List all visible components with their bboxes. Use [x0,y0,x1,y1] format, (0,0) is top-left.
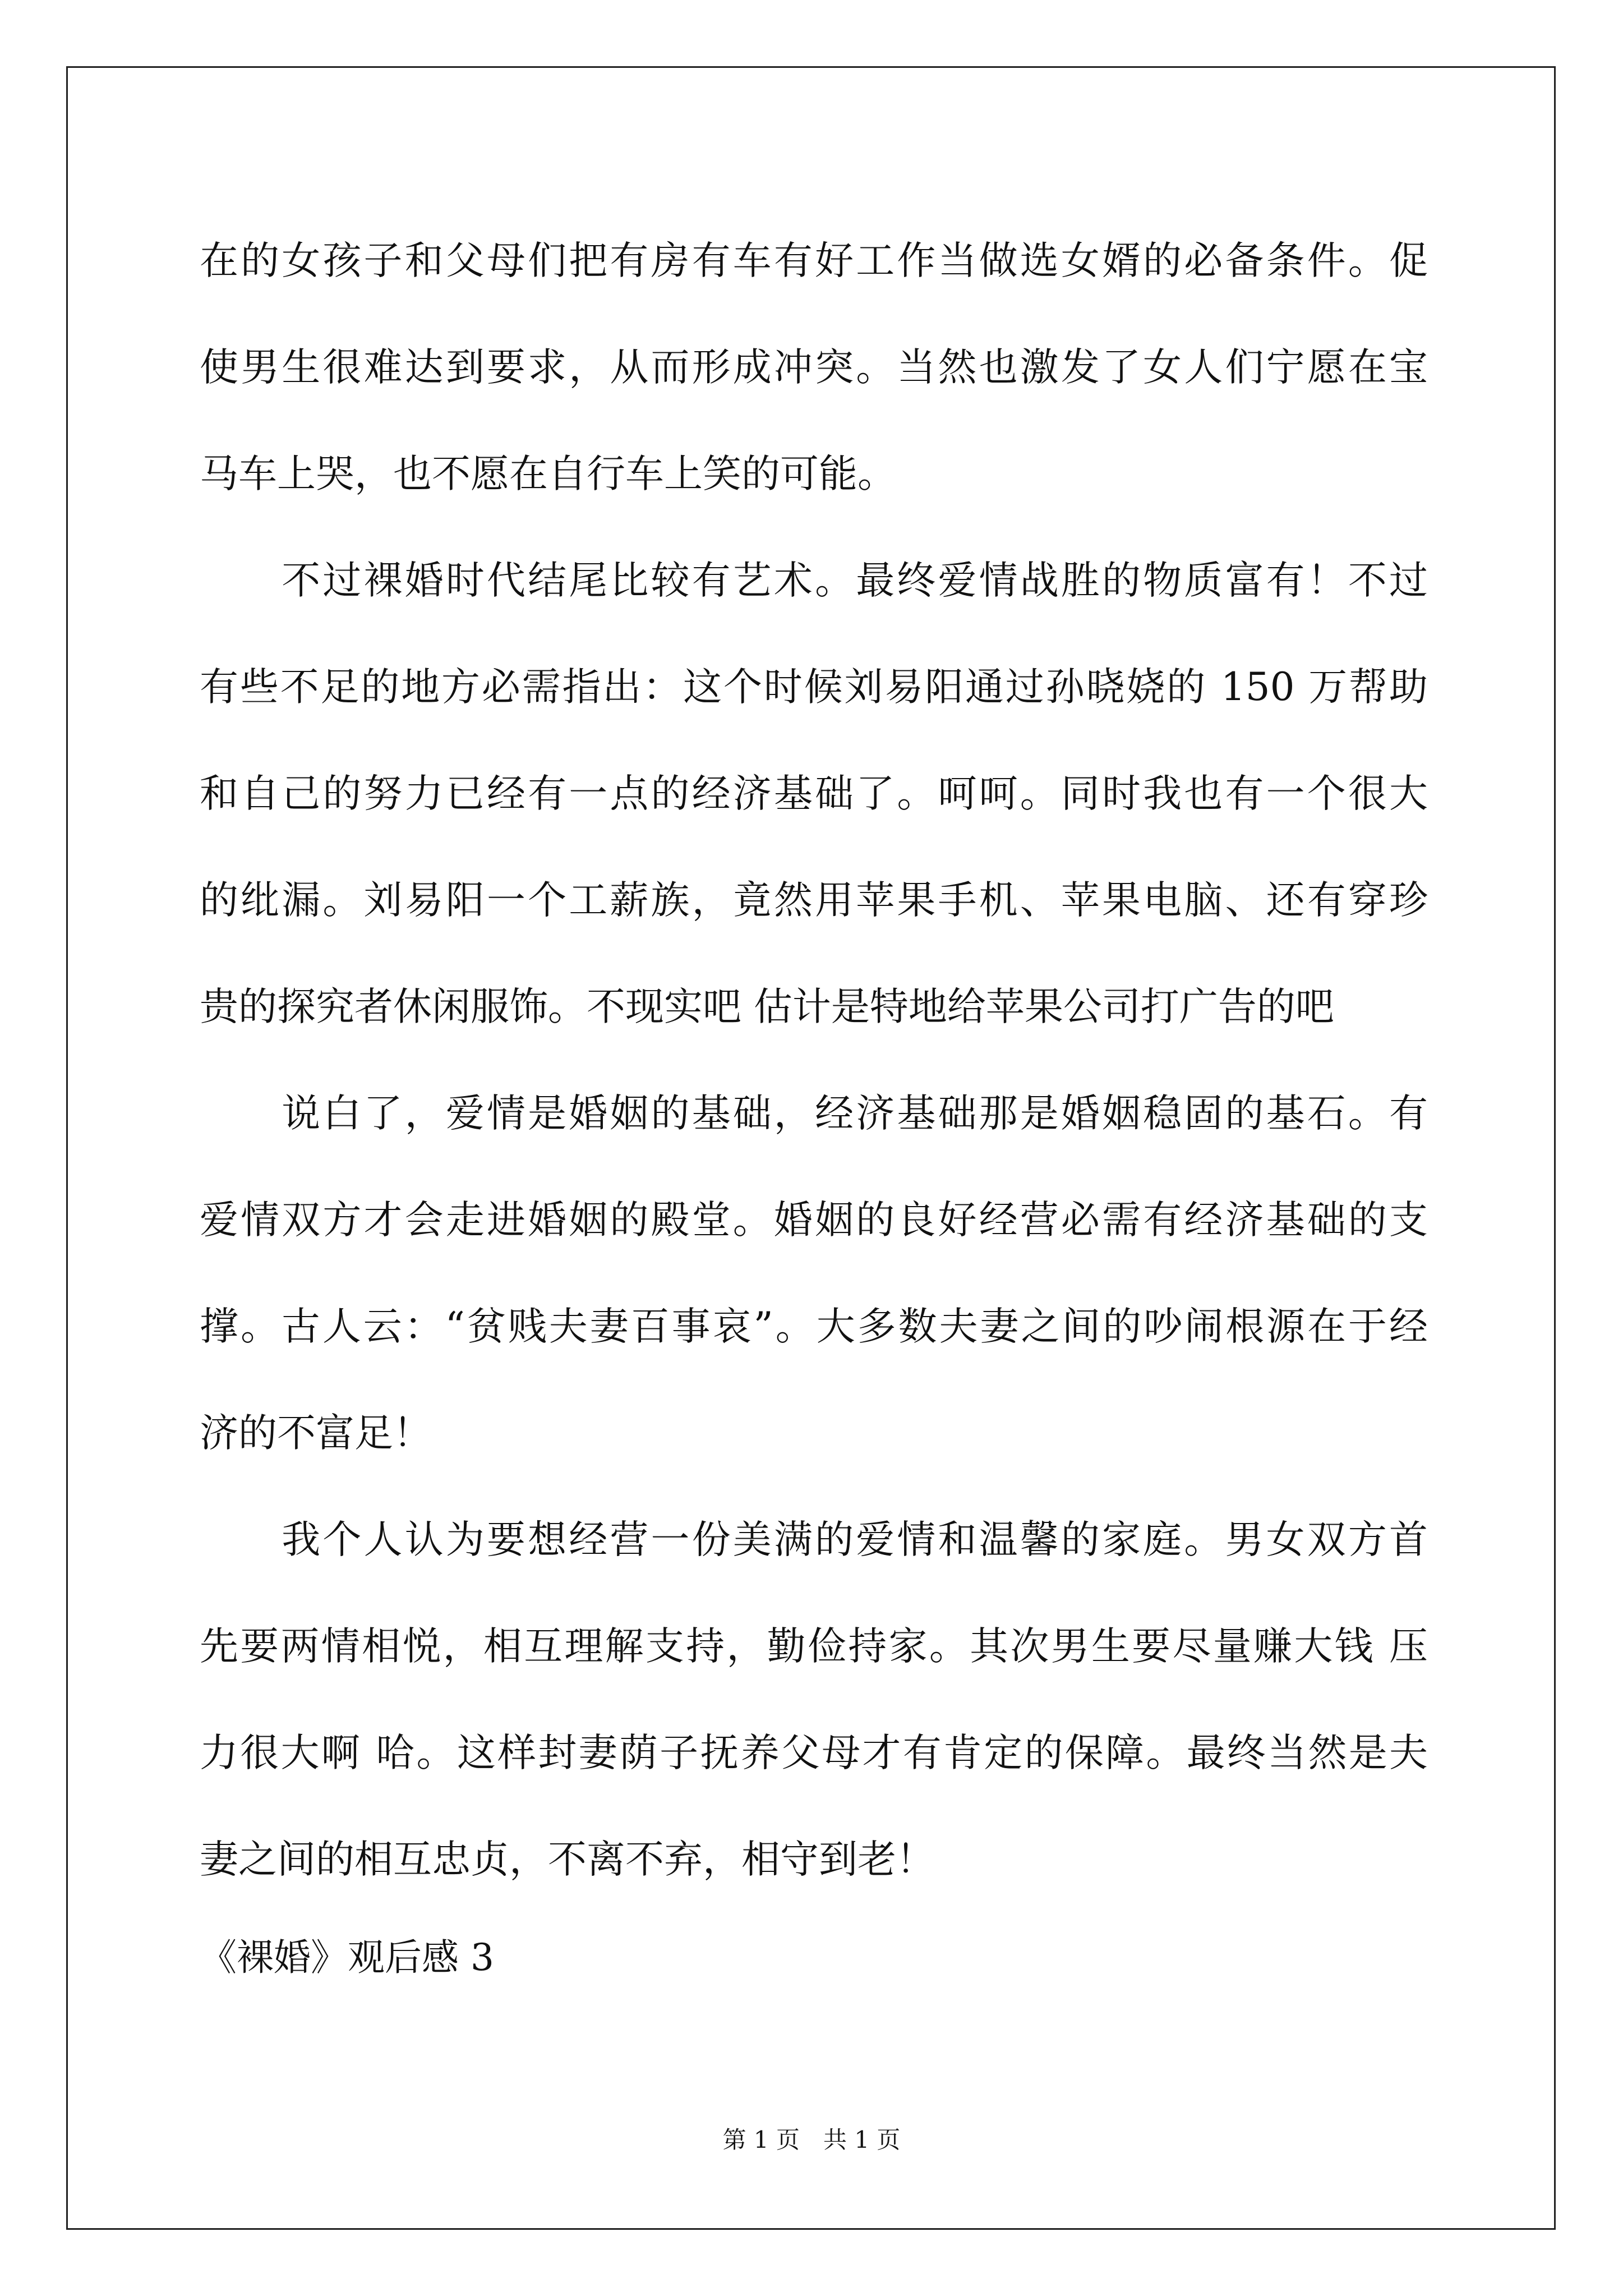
text-line: 有些不足的地方必需指出：这个时候刘易阳通过孙晓娆的 150 万帮助 [200,665,1428,710]
text-line: 的纰漏。刘易阳一个工薪族，竟然用苹果手机、苹果电脑、还有穿珍 [200,878,1428,923]
text-line: 爱情双方才会走进婚姻的殿堂。婚姻的良好经营必需有经济基础的支 [200,1198,1428,1243]
section-heading: 《裸婚》观后感 3 [200,1936,494,1979]
text-line: 我个人认为要想经营一份美满的爱情和温馨的家庭。男女双方首 [200,1517,1428,1562]
paragraph [200,208,1428,527]
text-line: 和自己的努力已经有一点的经济基础了。呵呵。同时我也有一个很大 [200,771,1428,816]
text-line: 马车上哭，也不愿在自行车上笑的可能。 [200,452,896,496]
text-line: 贵的探究者休闲服饰。不现实吧 估计是特地给苹果公司打广告的吧 [200,984,1334,1029]
text-line: 使男生很难达到要求，从而形成冲突。当然也激发了女人们宁愿在宝 [200,345,1428,390]
text-line: 撑。古人云：“贫贱夫妻百事哀”。大多数夫妻之间的吵闹根源在于经 [200,1304,1428,1349]
text-line: 先要两情相悦，相互理解支持，勤俭持家。其次男生要尽量赚大钱 压 [200,1624,1428,1669]
paragraph [200,1487,1428,1913]
text-line: 说白了，爱情是婚姻的基础，经济基础那是婚姻稳固的基石。有 [200,1091,1428,1136]
text-line: 妻之间的相互忠贞，不离不弃，相守到老！ [200,1837,935,1882]
page-footer: 第 1 页 共 1 页 [722,2126,901,2154]
document-body [200,208,1428,1913]
text-line: 力很大啊 哈。这样封妻荫子抚养父母才有肯定的保障。最终当然是夫 [200,1731,1428,1775]
paragraph [200,1060,1428,1487]
text-line: 在的女孩子和父母们把有房有车有好工作当做选女婿的必备条件。促 [200,238,1428,283]
text-line: 济的不富足！ [200,1411,432,1456]
text-line: 不过裸婚时代结尾比较有艺术。最终爱情战胜的物质富有！不过 [200,558,1428,603]
paragraph [200,527,1428,1060]
